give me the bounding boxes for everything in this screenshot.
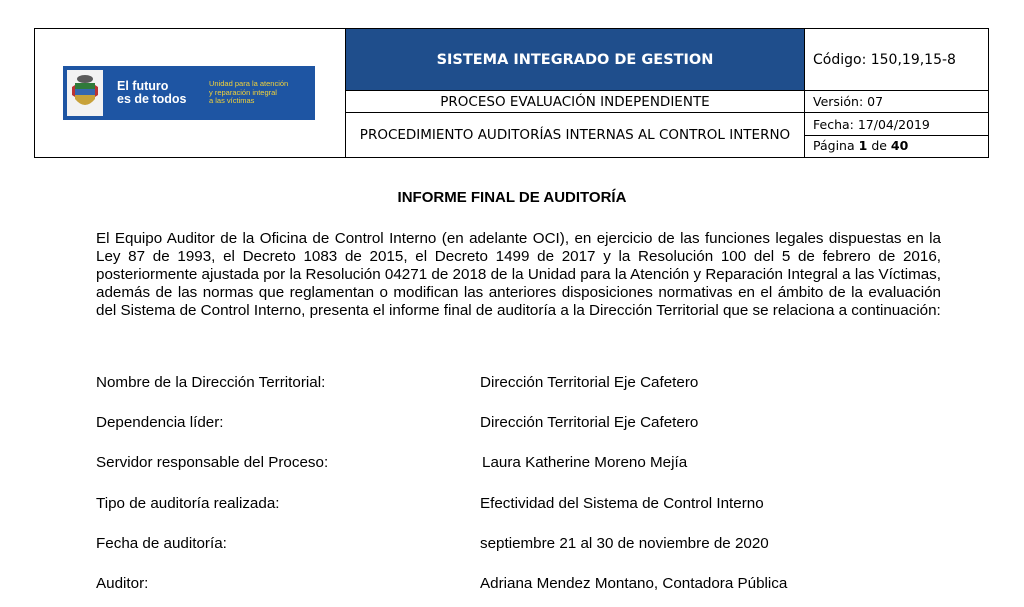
field-value-lead-unit: Dirección Territorial Eje Cafetero <box>480 414 699 431</box>
logo-slogan: El futuro es de todos <box>117 79 187 106</box>
date-page-cell <box>805 113 989 158</box>
logo-entity-name: Unidad para la atención y reparación integral a las víctimas <box>209 79 289 106</box>
report-title: INFORME FINAL DE AUDITORÍA <box>397 189 627 206</box>
field-value-responsible: Laura Katherine Moreno Mejía <box>482 454 688 471</box>
document-code: Código: 150,19,15-8 <box>805 29 989 91</box>
field-value-audit-type: Efectividad del Sistema de Control Interno <box>480 495 764 512</box>
field-label-audit-type: Tipo de auditoría realizada: <box>96 495 280 512</box>
field-label-audit-date: Fecha de auditoría: <box>96 535 227 552</box>
field-label-territorial: Nombre de la Dirección Territorial: <box>96 374 326 391</box>
process-name: PROCESO EVALUACIÓN INDEPENDIENTE <box>346 91 805 113</box>
system-title: SISTEMA INTEGRADO DE GESTION <box>346 29 805 91</box>
procedure-name: PROCEDIMIENTO AUDITORÍAS INTERNAS AL CONTROL INTERNO <box>346 113 805 158</box>
field-value-auditor: Adriana Mendez Montano, Contadora Pública <box>480 575 788 592</box>
field-label-auditor: Auditor: <box>96 575 149 592</box>
logo-cell <box>35 29 346 158</box>
institution-logo <box>63 66 315 120</box>
page-number: Página 1 de 40 <box>813 138 909 153</box>
intro-paragraph: El Equipo Auditor de la Oficina de Control Interno (en adelante OCI), en ejercicio de las funciones legales dispuestas en la Ley 87 de 1993, el Decreto 1083 de 2015, el Decreto 1499 de 2017 y la Resolución 100 del 5 de febrero de 2016, posteriormente ajustada por la Resolución 04271 de 2018 de la Unidad para la Atención y Reparación Integral a las Víctimas, además de las normas que reglamentan o modifican las anteriores disposiciones normativas en el ámbito de la evaluación del Sistema de Control Interno, presenta el informe final de auditoría a la Dirección Territorial que se relaciona a continuación: <box>96 230 941 319</box>
coat-of-arms-icon <box>67 70 103 116</box>
field-label-lead-unit: Dependencia líder: <box>96 414 224 431</box>
field-value-audit-date: septiembre 21 al 30 de noviembre de 2020 <box>480 535 769 552</box>
field-label-responsible: Servidor responsable del Proceso: <box>96 454 329 471</box>
document-header <box>34 28 989 158</box>
document-date: Fecha: 17/04/2019 <box>805 115 988 136</box>
field-value-territorial: Dirección Territorial Eje Cafetero <box>480 374 699 391</box>
document-version: Versión: 07 <box>805 91 989 113</box>
